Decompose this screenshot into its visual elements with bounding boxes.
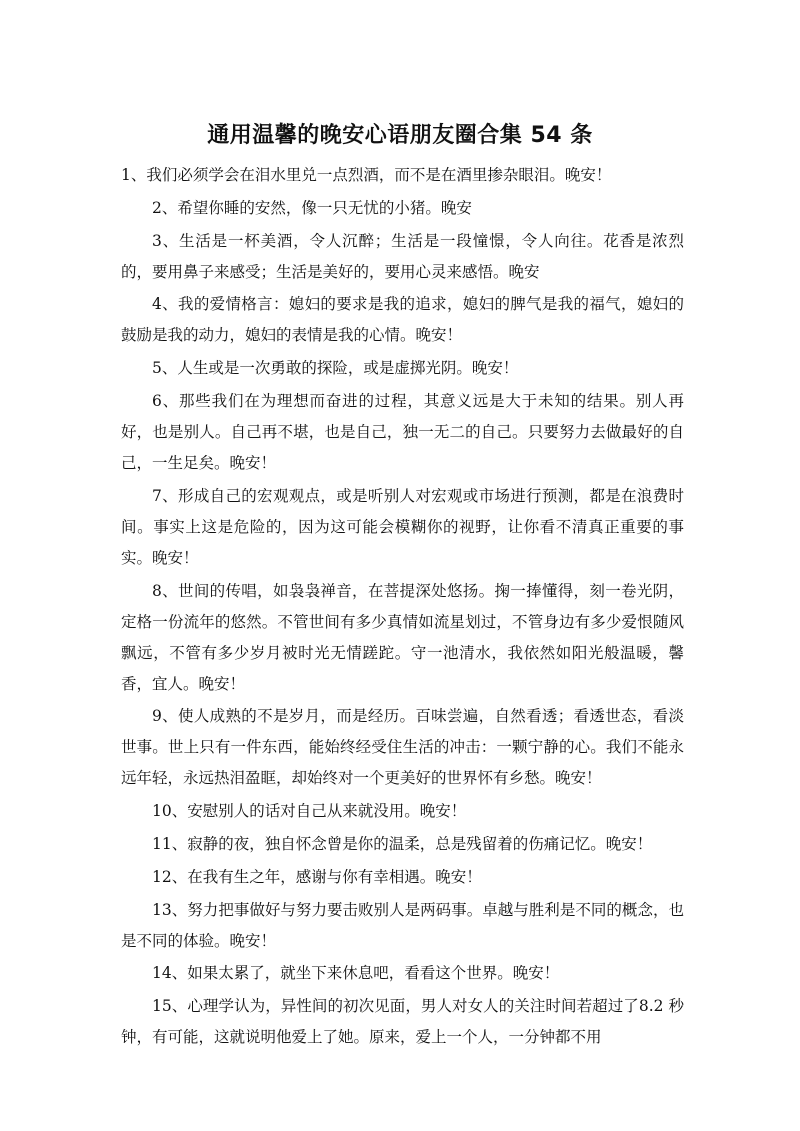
paragraph-15: 15、心理学认为，异性间的初次见面，男人对女人的关注时间若超过了8.2 秒钟，有可能，这就说明他爱上了她。原来，爱上一个人，一分钟都不用 <box>121 997 684 1047</box>
paragraph-8: 8、世间的传唱，如袅袅禅音，在菩提深处悠扬。掬一捧懂得，刻一卷光阴，定格一份流年的悠然。不管世间有多少真情如流星划过，不管身边有多少爱恨随风飘远，不管有多少岁月被时光无情蹉跎。守一池清水，我依然如阳光般温暖，馨香，宜人。晚安！ <box>121 581 684 693</box>
paragraph-2: 2、希望你睡的安然，像一只无忧的小猪。晚安 <box>152 198 472 217</box>
paragraph-12: 12、在我有生之年，感谢与你有幸相遇。晚安！ <box>152 867 482 886</box>
paragraph-3: 3、生活是一杯美酒，令人沉醉；生活是一段憧憬，令人向往。花香是浓烈的，要用鼻子来感受；生活是美好的，要用心灵来感悟。晚安 <box>121 231 684 281</box>
paragraph-9: 9、使人成熟的不是岁月，而是经历。百味尝遍，自然看透；看透世态，看淡世事。世上只有一件东西，能始终经受住生活的冲击：一颗宁静的心。我们不能永远年轻，永远热泪盈眶，却始终对一个更美好的世界怀有乡愁。晚安！ <box>121 707 684 788</box>
paragraph-13: 13、努力把事做好与努力要击败别人是两码事。卓越与胜利是不同的概念，也是不同的体验。晚安！ <box>121 900 684 950</box>
paragraph-6: 6、那些我们在为理想而奋进的过程，其意义远是大于未知的结果。别人再好，也是别人。自己再不堪，也是自己，独一无二的自己。只要努力去做最好的自己，一生足矣。晚安！ <box>121 391 684 472</box>
paragraph-10: 10、安慰别人的话对自己从来就没用。晚安！ <box>152 802 467 821</box>
paragraph-4: 4、我的爱情格言：媳妇的要求是我的追求，媳妇的脾气是我的福气，媳妇的鼓励是我的动力，媳妇的表情是我的心情。晚安！ <box>121 295 684 345</box>
paragraph-11: 11、寂静的夜，独自怀念曾是你的温柔，总是残留着的伤痛记忆。晚安！ <box>152 834 653 853</box>
paragraph-14: 14、如果太累了，就坐下来休息吧，看看这个世界。晚安！ <box>152 964 560 983</box>
document-body <box>121 160 684 1055</box>
paragraph-5: 5、人生或是一次勇敢的探险，或是虚掷光阴。晚安！ <box>152 359 519 378</box>
document-title: 通用温馨的晚安心语朋友圈合集 54 条 <box>207 123 593 148</box>
paragraph-1: 1、我们必须学会在泪水里兑一点烈酒，而不是在酒里掺杂眼泪。晚安！ <box>121 166 612 184</box>
paragraph-7: 7、形成自己的宏观观点，或是听别人对宏观或市场进行预测，都是在浪费时间。事实上这是危险的，因为这可能会模糊你的视野，让你看不清真正重要的事实。晚安！ <box>121 486 684 567</box>
